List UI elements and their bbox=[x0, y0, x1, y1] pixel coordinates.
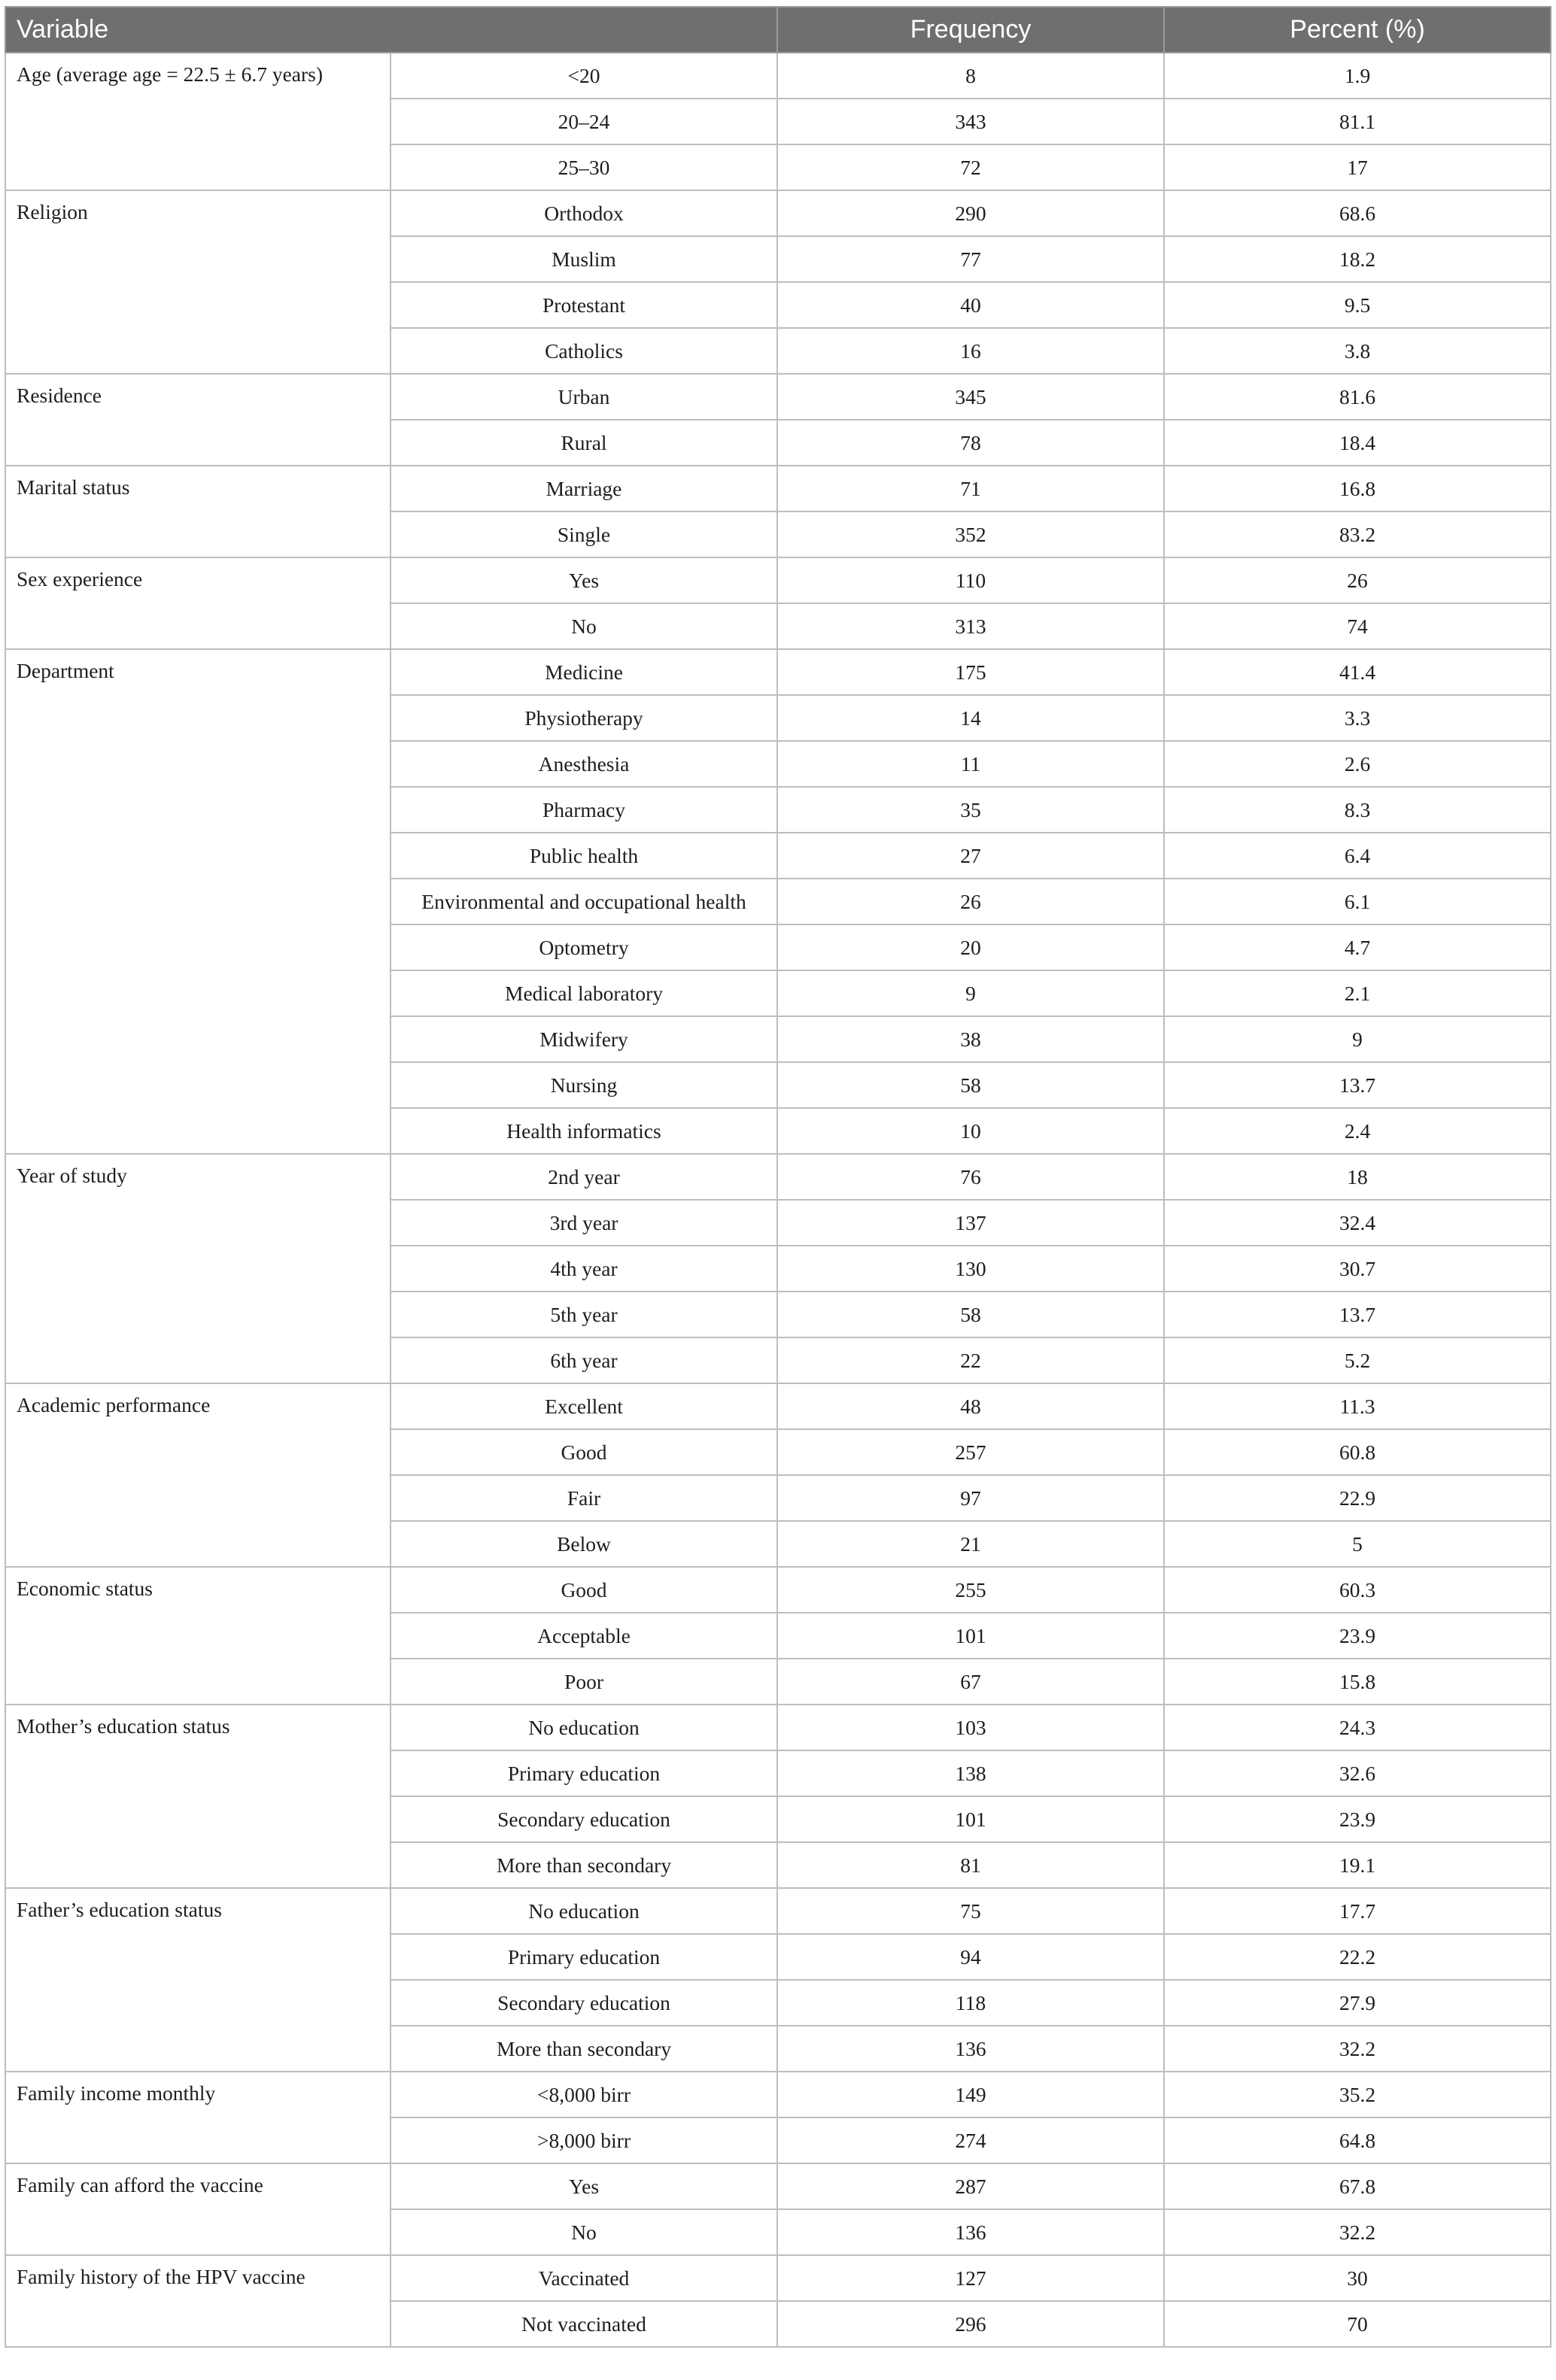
category-cell: Good bbox=[391, 1429, 777, 1475]
table-row bbox=[5, 466, 1551, 512]
frequency-cell: 255 bbox=[777, 1567, 1164, 1613]
frequency-cell: 149 bbox=[777, 2072, 1164, 2117]
frequency-cell: 71 bbox=[777, 466, 1164, 512]
frequency-cell: 14 bbox=[777, 695, 1164, 741]
category-cell: Orthodox bbox=[391, 190, 777, 236]
category-cell: 6th year bbox=[391, 1337, 777, 1383]
frequency-cell: 67 bbox=[777, 1659, 1164, 1705]
frequency-cell: 136 bbox=[777, 2026, 1164, 2072]
percent-cell: 32.2 bbox=[1164, 2026, 1551, 2072]
frequency-cell: 77 bbox=[777, 236, 1164, 282]
table-row bbox=[5, 2255, 1551, 2301]
category-cell: No bbox=[391, 603, 777, 649]
frequency-cell: 175 bbox=[777, 649, 1164, 695]
percent-cell: 2.6 bbox=[1164, 741, 1551, 787]
percent-cell: 26 bbox=[1164, 557, 1551, 603]
table-row bbox=[5, 2072, 1551, 2117]
percent-cell: 6.4 bbox=[1164, 833, 1551, 879]
percent-cell: 60.8 bbox=[1164, 1429, 1551, 1475]
percent-cell: 5.2 bbox=[1164, 1337, 1551, 1383]
category-cell: Yes bbox=[391, 557, 777, 603]
variable-cell: Father’s education status bbox=[5, 1888, 391, 2072]
category-cell: No education bbox=[391, 1888, 777, 1934]
frequency-cell: 343 bbox=[777, 99, 1164, 144]
category-cell: Below bbox=[391, 1521, 777, 1567]
category-cell: 3rd year bbox=[391, 1200, 777, 1246]
percent-cell: 18.4 bbox=[1164, 420, 1551, 466]
percent-cell: 18 bbox=[1164, 1154, 1551, 1200]
category-cell: Primary education bbox=[391, 1934, 777, 1980]
percent-cell: 9.5 bbox=[1164, 282, 1551, 328]
frequency-cell: 21 bbox=[777, 1521, 1164, 1567]
variable-cell: Family can afford the vaccine bbox=[5, 2163, 391, 2255]
percent-cell: 32.2 bbox=[1164, 2209, 1551, 2255]
category-cell: Single bbox=[391, 512, 777, 557]
percent-cell: 4.7 bbox=[1164, 924, 1551, 970]
category-cell: >8,000 birr bbox=[391, 2117, 777, 2163]
variable-cell: Sex experience bbox=[5, 557, 391, 649]
frequency-cell: 345 bbox=[777, 374, 1164, 420]
frequency-cell: 81 bbox=[777, 1842, 1164, 1888]
category-cell: More than secondary bbox=[391, 1842, 777, 1888]
frequency-cell: 103 bbox=[777, 1705, 1164, 1750]
frequency-cell: 94 bbox=[777, 1934, 1164, 1980]
percent-cell: 13.7 bbox=[1164, 1062, 1551, 1108]
percent-cell: 22.2 bbox=[1164, 1934, 1551, 1980]
table-row bbox=[5, 190, 1551, 236]
category-cell: Anesthesia bbox=[391, 741, 777, 787]
category-cell: Not vaccinated bbox=[391, 2301, 777, 2347]
percent-cell: 64.8 bbox=[1164, 2117, 1551, 2163]
category-cell: No bbox=[391, 2209, 777, 2255]
percent-cell: 35.2 bbox=[1164, 2072, 1551, 2117]
category-cell: 20–24 bbox=[391, 99, 777, 144]
category-cell: Secondary education bbox=[391, 1796, 777, 1842]
category-cell: <20 bbox=[391, 53, 777, 99]
category-cell: Protestant bbox=[391, 282, 777, 328]
frequency-cell: 72 bbox=[777, 144, 1164, 190]
table-row bbox=[5, 1383, 1551, 1429]
percent-cell: 30 bbox=[1164, 2255, 1551, 2301]
frequency-cell: 9 bbox=[777, 970, 1164, 1016]
table-row bbox=[5, 1705, 1551, 1750]
category-cell: Poor bbox=[391, 1659, 777, 1705]
category-cell: Catholics bbox=[391, 328, 777, 374]
percent-cell: 81.1 bbox=[1164, 99, 1551, 144]
frequency-cell: 26 bbox=[777, 879, 1164, 924]
frequency-cell: 75 bbox=[777, 1888, 1164, 1934]
frequency-cell: 127 bbox=[777, 2255, 1164, 2301]
table-row bbox=[5, 2163, 1551, 2209]
category-cell: 5th year bbox=[391, 1292, 777, 1337]
percent-cell: 74 bbox=[1164, 603, 1551, 649]
frequency-cell: 313 bbox=[777, 603, 1164, 649]
percent-cell: 41.4 bbox=[1164, 649, 1551, 695]
category-cell: Optometry bbox=[391, 924, 777, 970]
frequency-cell: 8 bbox=[777, 53, 1164, 99]
category-cell: Pharmacy bbox=[391, 787, 777, 833]
frequency-cell: 76 bbox=[777, 1154, 1164, 1200]
frequency-cell: 130 bbox=[777, 1246, 1164, 1292]
category-cell: Good bbox=[391, 1567, 777, 1613]
frequency-cell: 97 bbox=[777, 1475, 1164, 1521]
category-cell: Health informatics bbox=[391, 1108, 777, 1154]
frequency-cell: 287 bbox=[777, 2163, 1164, 2209]
percent-cell: 81.6 bbox=[1164, 374, 1551, 420]
percent-cell: 23.9 bbox=[1164, 1796, 1551, 1842]
table-row bbox=[5, 53, 1551, 99]
percent-cell: 18.2 bbox=[1164, 236, 1551, 282]
table-row bbox=[5, 1567, 1551, 1613]
frequency-cell: 78 bbox=[777, 420, 1164, 466]
frequency-table bbox=[5, 6, 1551, 2348]
percent-cell: 17 bbox=[1164, 144, 1551, 190]
category-cell: Secondary education bbox=[391, 1980, 777, 2026]
variable-cell: Academic performance bbox=[5, 1383, 391, 1567]
category-cell: Rural bbox=[391, 420, 777, 466]
table-row bbox=[5, 1154, 1551, 1200]
percent-cell: 24.3 bbox=[1164, 1705, 1551, 1750]
frequency-cell: 296 bbox=[777, 2301, 1164, 2347]
category-cell: Public health bbox=[391, 833, 777, 879]
category-cell: Muslim bbox=[391, 236, 777, 282]
percent-cell: 60.3 bbox=[1164, 1567, 1551, 1613]
percent-cell: 13.7 bbox=[1164, 1292, 1551, 1337]
percent-cell: 2.4 bbox=[1164, 1108, 1551, 1154]
category-cell: Nursing bbox=[391, 1062, 777, 1108]
percent-cell: 22.9 bbox=[1164, 1475, 1551, 1521]
variable-cell: Religion bbox=[5, 190, 391, 374]
frequency-cell: 136 bbox=[777, 2209, 1164, 2255]
category-cell: More than secondary bbox=[391, 2026, 777, 2072]
table-header bbox=[5, 7, 1551, 53]
percent-cell: 68.6 bbox=[1164, 190, 1551, 236]
variable-cell: Family income monthly bbox=[5, 2072, 391, 2163]
category-cell: Acceptable bbox=[391, 1613, 777, 1659]
table-row bbox=[5, 649, 1551, 695]
variable-cell: Marital status bbox=[5, 466, 391, 557]
frequency-cell: 20 bbox=[777, 924, 1164, 970]
frequency-cell: 16 bbox=[777, 328, 1164, 374]
table-row bbox=[5, 374, 1551, 420]
percent-cell: 32.4 bbox=[1164, 1200, 1551, 1246]
percent-cell: 19.1 bbox=[1164, 1842, 1551, 1888]
category-cell: 4th year bbox=[391, 1246, 777, 1292]
frequency-cell: 58 bbox=[777, 1292, 1164, 1337]
percent-cell: 15.8 bbox=[1164, 1659, 1551, 1705]
category-cell: Marriage bbox=[391, 466, 777, 512]
frequency-cell: 48 bbox=[777, 1383, 1164, 1429]
category-cell: Urban bbox=[391, 374, 777, 420]
table-body bbox=[5, 53, 1551, 2347]
percent-cell: 11.3 bbox=[1164, 1383, 1551, 1429]
frequency-cell: 22 bbox=[777, 1337, 1164, 1383]
variable-cell: Age (average age = 22.5 ± 6.7 years) bbox=[5, 53, 391, 190]
variable-cell: Residence bbox=[5, 374, 391, 466]
category-cell: Medical laboratory bbox=[391, 970, 777, 1016]
frequency-cell: 101 bbox=[777, 1796, 1164, 1842]
header-frequency: Frequency bbox=[777, 7, 1164, 53]
frequency-cell: 110 bbox=[777, 557, 1164, 603]
frequency-cell: 11 bbox=[777, 741, 1164, 787]
header-variable: Variable bbox=[5, 7, 777, 53]
frequency-cell: 118 bbox=[777, 1980, 1164, 2026]
category-cell: Fair bbox=[391, 1475, 777, 1521]
percent-cell: 23.9 bbox=[1164, 1613, 1551, 1659]
percent-cell: 67.8 bbox=[1164, 2163, 1551, 2209]
frequency-cell: 137 bbox=[777, 1200, 1164, 1246]
frequency-cell: 274 bbox=[777, 2117, 1164, 2163]
header-percent: Percent (%) bbox=[1164, 7, 1551, 53]
variable-cell: Economic status bbox=[5, 1567, 391, 1705]
category-cell: Physiotherapy bbox=[391, 695, 777, 741]
frequency-cell: 290 bbox=[777, 190, 1164, 236]
frequency-cell: 35 bbox=[777, 787, 1164, 833]
category-cell: Environmental and occupational health bbox=[391, 879, 777, 924]
variable-cell: Mother’s education status bbox=[5, 1705, 391, 1888]
category-cell: Medicine bbox=[391, 649, 777, 695]
header-row bbox=[5, 7, 1551, 53]
frequency-cell: 352 bbox=[777, 512, 1164, 557]
percent-cell: 9 bbox=[1164, 1016, 1551, 1062]
percent-cell: 2.1 bbox=[1164, 970, 1551, 1016]
frequency-cell: 10 bbox=[777, 1108, 1164, 1154]
percent-cell: 30.7 bbox=[1164, 1246, 1551, 1292]
frequency-cell: 101 bbox=[777, 1613, 1164, 1659]
category-cell: No education bbox=[391, 1705, 777, 1750]
category-cell: Midwifery bbox=[391, 1016, 777, 1062]
category-cell: <8,000 birr bbox=[391, 2072, 777, 2117]
frequency-cell: 40 bbox=[777, 282, 1164, 328]
percent-cell: 5 bbox=[1164, 1521, 1551, 1567]
percent-cell: 17.7 bbox=[1164, 1888, 1551, 1934]
percent-cell: 27.9 bbox=[1164, 1980, 1551, 2026]
frequency-cell: 58 bbox=[777, 1062, 1164, 1108]
percent-cell: 1.9 bbox=[1164, 53, 1551, 99]
variable-cell: Year of study bbox=[5, 1154, 391, 1383]
category-cell: Primary education bbox=[391, 1750, 777, 1796]
category-cell: Yes bbox=[391, 2163, 777, 2209]
category-cell: 2nd year bbox=[391, 1154, 777, 1200]
frequency-cell: 257 bbox=[777, 1429, 1164, 1475]
percent-cell: 8.3 bbox=[1164, 787, 1551, 833]
variable-cell: Family history of the HPV vaccine bbox=[5, 2255, 391, 2347]
frequency-cell: 38 bbox=[777, 1016, 1164, 1062]
category-cell: Vaccinated bbox=[391, 2255, 777, 2301]
table-row bbox=[5, 557, 1551, 603]
frequency-cell: 27 bbox=[777, 833, 1164, 879]
percent-cell: 83.2 bbox=[1164, 512, 1551, 557]
percent-cell: 70 bbox=[1164, 2301, 1551, 2347]
frequency-cell: 138 bbox=[777, 1750, 1164, 1796]
percent-cell: 3.3 bbox=[1164, 695, 1551, 741]
variable-cell: Department bbox=[5, 649, 391, 1154]
percent-cell: 32.6 bbox=[1164, 1750, 1551, 1796]
percent-cell: 16.8 bbox=[1164, 466, 1551, 512]
category-cell: Excellent bbox=[391, 1383, 777, 1429]
percent-cell: 6.1 bbox=[1164, 879, 1551, 924]
category-cell: 25–30 bbox=[391, 144, 777, 190]
table-row bbox=[5, 1888, 1551, 1934]
percent-cell: 3.8 bbox=[1164, 328, 1551, 374]
